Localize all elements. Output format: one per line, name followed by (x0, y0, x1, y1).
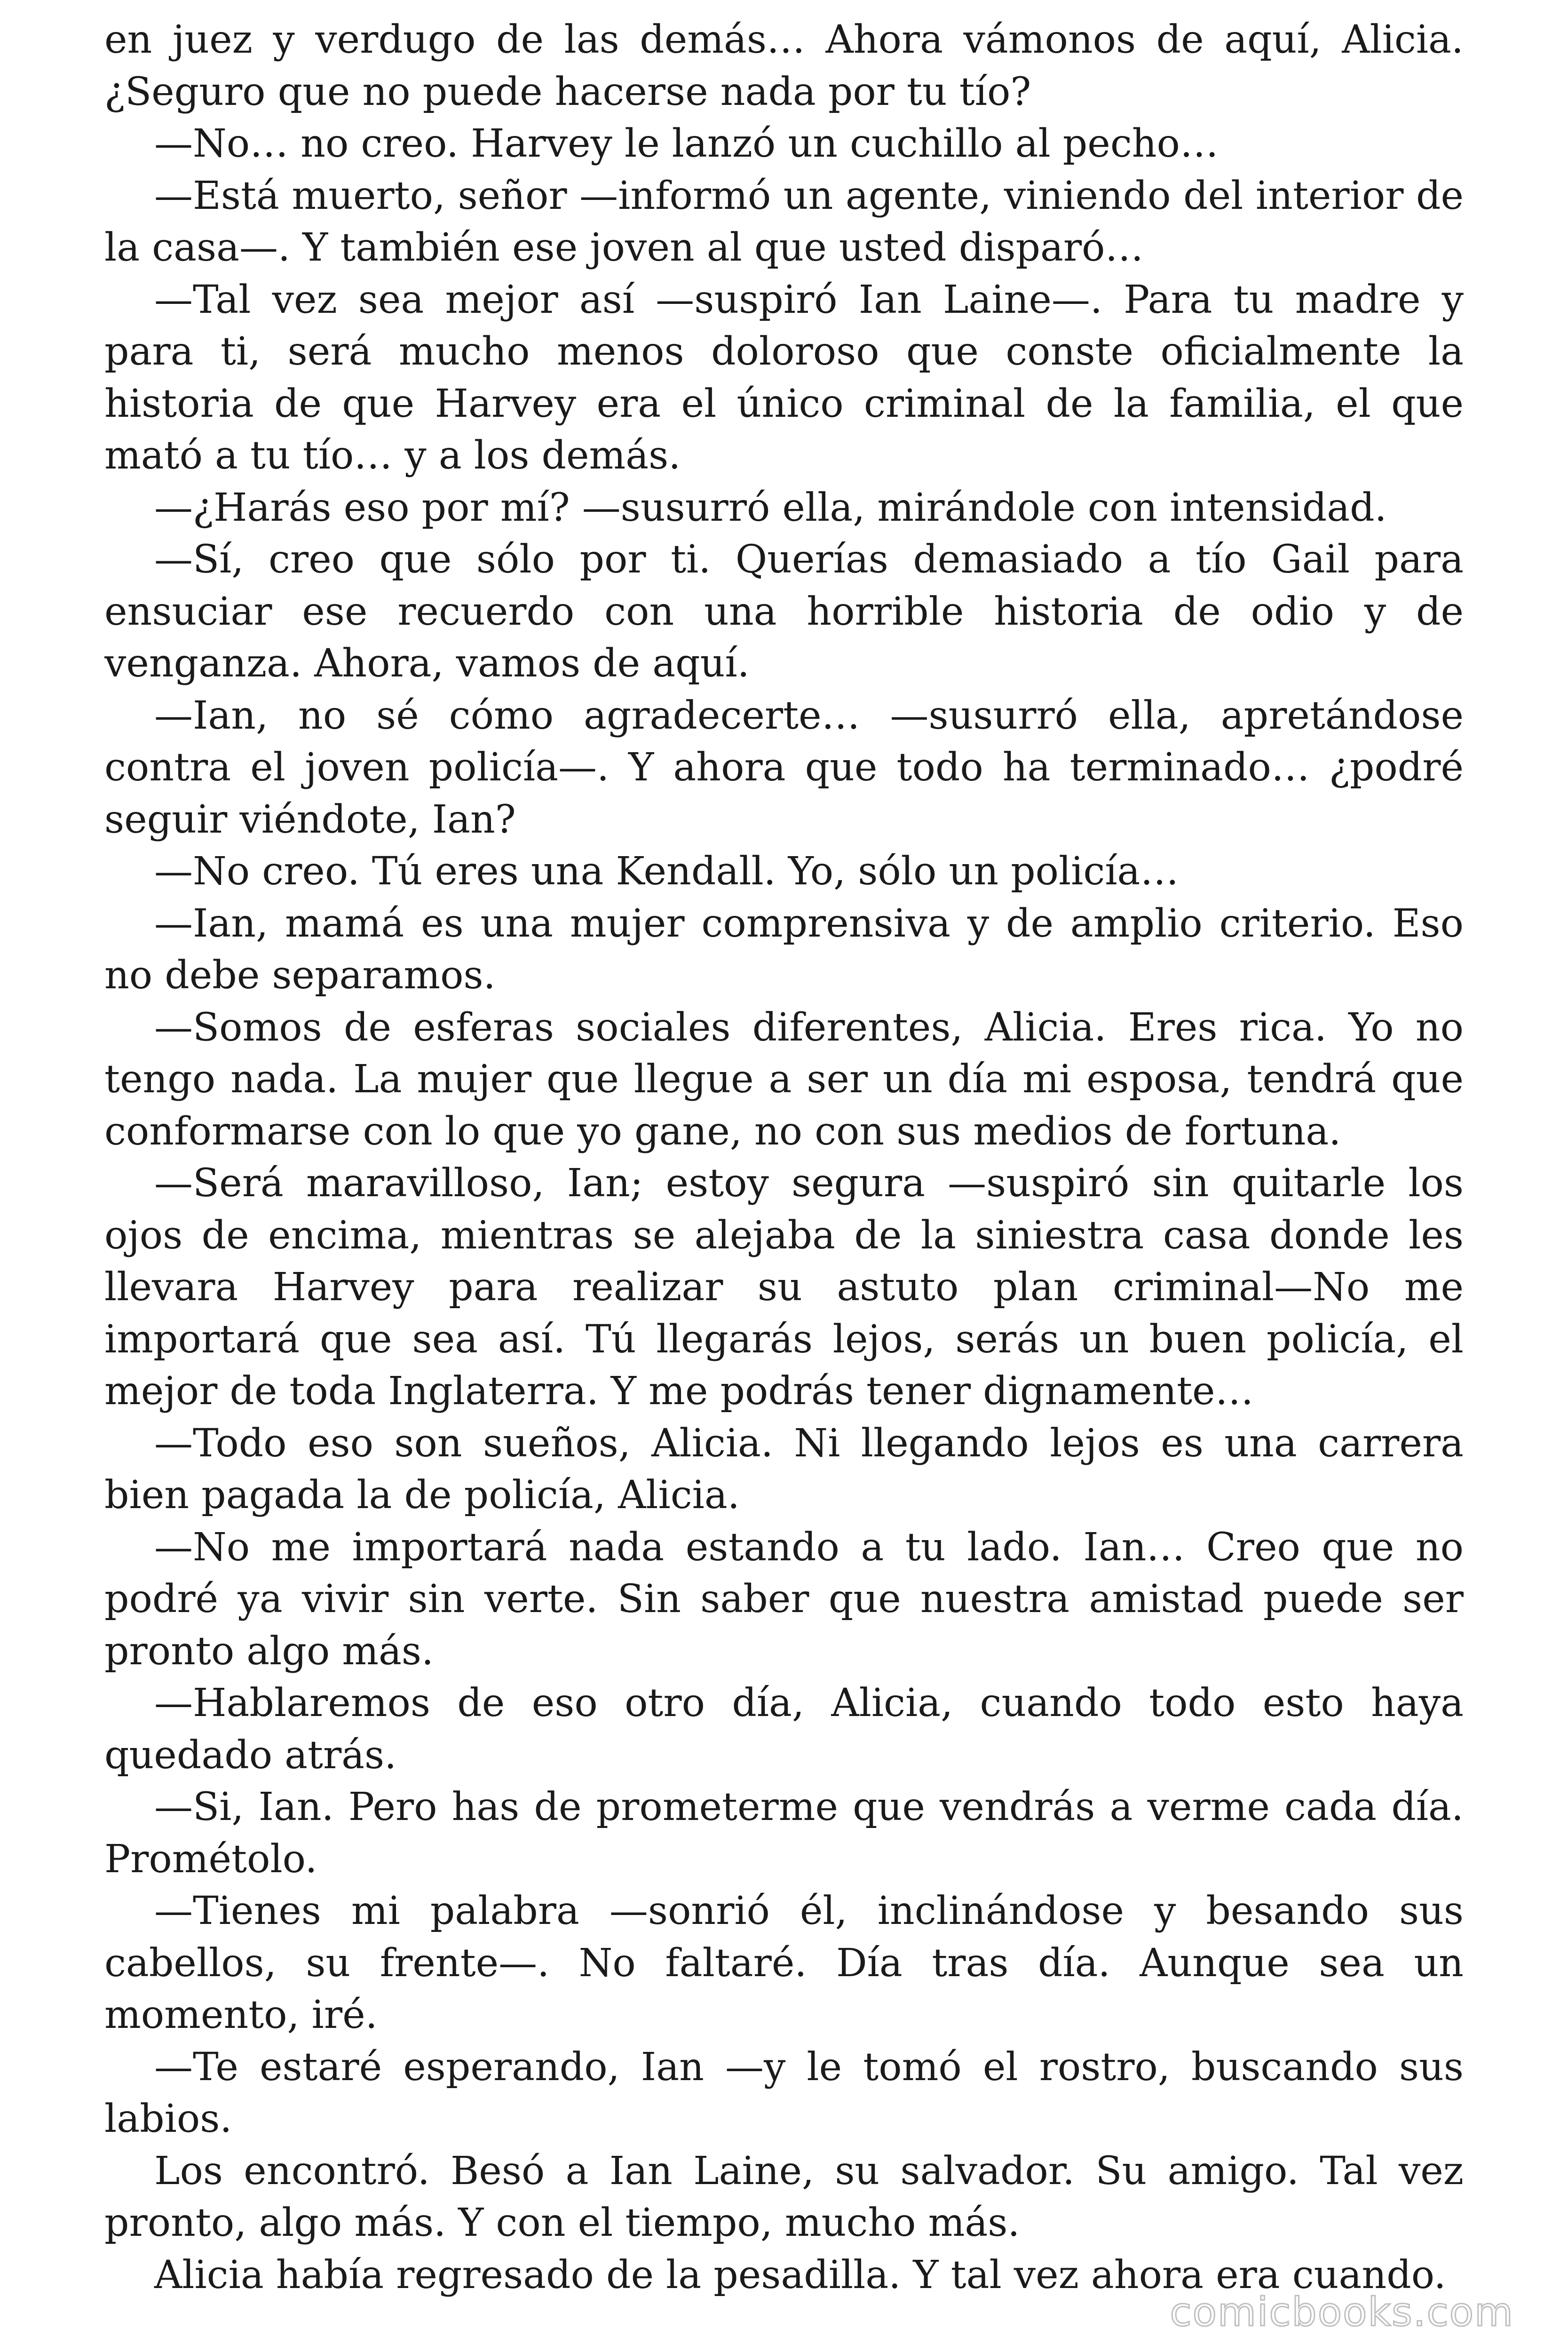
paragraph: —No me importará nada estando a tu lado. Ian… Creo que no podré ya vivir sin verte. Sin saber que nuestra amistad puede ser pronto algo más. (104, 1525, 1464, 1674)
paragraph: —No creo. Tú eres una Kendall. Yo, sólo un policía… (154, 849, 1179, 894)
paragraph: —Ian, no sé cómo agradecerte… —susurró ella, apretándose contra el joven policía—. Y ahora que todo ha terminado… ¿podré seguir viéndote, Ian? (104, 693, 1464, 842)
paragraph: —Todo eso son sueños, Alicia. Ni llegando lejos es una carrera bien pagada la de policía, Alicia. (104, 1421, 1464, 1518)
paragraph: —¿Harás eso por mí? —susurró ella, mirándole con intensidad. (154, 485, 1387, 530)
paragraph: —Si, Ian. Pero has de prometerme que vendrás a verme cada día. Prométolo. (104, 1785, 1464, 1882)
paragraph: —Tienes mi palabra —sonrió él, inclinándose y besando sus cabellos, su frente—. No faltaré. Día tras día. Aunque sea un momento, iré. (104, 1889, 1464, 2037)
paragraph: en juez y verdugo de las demás… Ahora vámonos de aquí, Alicia. ¿Seguro que no puede hacerse nada por tu tío? (104, 17, 1464, 114)
paragraph: —No… no creo. Harvey le lanzó un cuchillo al pecho… (154, 121, 1219, 166)
paragraph: Los encontró. Besó a Ian Laine, su salvador. Su amigo. Tal vez pronto, algo más. Y con el tiempo, mucho más. (104, 2148, 1464, 2245)
watermark: comicbooks.com (1170, 2289, 1514, 2335)
paragraph: —Ian, mamá es una mujer comprensiva y de amplio criterio. Eso no debe separamos. (104, 901, 1464, 998)
paragraph: —Te estaré esperando, Ian —y le tomó el rostro, buscando sus labios. (104, 2044, 1464, 2141)
paragraph: —Sí, creo que sólo por ti. Querías demasiado a tío Gail para ensuciar ese recuerdo con una horrible historia de odio y de venganza. Ahora, vamos de aquí. (104, 537, 1464, 686)
paragraph: Alicia había regresado de la pesadilla. Y tal vez ahora era cuando. (154, 2252, 1446, 2297)
paragraph: —Está muerto, señor —informó un agente, viniendo del interior de la casa—. Y también ese joven al que usted disparó… (104, 173, 1464, 270)
paragraph: —Será maravilloso, Ian; estoy segura —suspiró sin quitarle los ojos de encima, mientras se alejaba de la siniestra casa donde les llevara Harvey para realizar su astuto plan criminal—No me importará que sea así. Tú llegarás lejos, serás un buen policía, el mejor de toda Inglaterra. Y me podrás tener dignamente… (104, 1161, 1464, 1414)
paragraph: —Somos de esferas sociales diferentes, Alicia. Eres rica. Yo no tengo nada. La mujer que llegue a ser un día mi esposa, tendrá que conformarse con lo que yo gane, no con sus medios de fortuna. (104, 1005, 1464, 1154)
book-page-text (104, 14, 1464, 2319)
paragraph: —Hablaremos de eso otro día, Alicia, cuando todo esto haya quedado atrás. (104, 1681, 1464, 1778)
paragraph: —Tal vez sea mejor así —suspiró Ian Laine—. Para tu madre y para ti, será mucho menos doloroso que conste oficialmente la historia de que Harvey era el único criminal de la familia, el que mató a tu tío… y a los demás. (104, 277, 1464, 478)
